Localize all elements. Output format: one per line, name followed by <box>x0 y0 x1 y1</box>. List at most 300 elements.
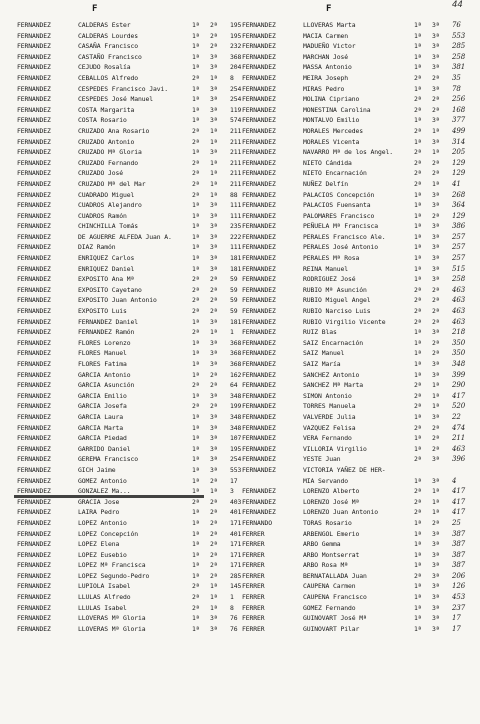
section-number: 2ª <box>432 423 440 432</box>
surname-2-given: VILLORIA Virgilio <box>303 444 367 453</box>
section-number: 3ª <box>210 455 218 464</box>
surname-2-given: LOPEZ Elena <box>78 540 120 549</box>
section-number: 2ª <box>432 211 440 220</box>
section-number: 2ª <box>432 317 440 326</box>
page-ref: 129 <box>452 158 466 167</box>
group-number: 1ª <box>192 487 200 496</box>
surname-1: FERNANDEZ <box>17 423 51 432</box>
page-ref: 401 <box>230 508 242 517</box>
surname-2-given: NAVARRO Mª de los Angel. <box>303 148 393 157</box>
surname-2-given: CHINCHILLA Tomás <box>78 222 138 231</box>
group-number: 2ª <box>414 296 422 305</box>
section-number: 3ª <box>210 63 218 72</box>
surname-2-given: CRUZADO José <box>78 169 123 178</box>
group-number: 1ª <box>414 360 422 368</box>
section-number: 2ª <box>210 296 218 305</box>
surname-1: FERNANDEZ <box>17 529 51 538</box>
page-ref: 257 <box>452 254 466 263</box>
group-number: 2ª <box>192 158 200 167</box>
page-ref: 181 <box>230 254 242 263</box>
surname-2-given: GOMEZ Antonio <box>78 476 127 485</box>
surname-2-given: GARCIA Asunción <box>78 381 135 390</box>
surname-2-given: RODRIGUEZ José <box>303 275 356 284</box>
page-ref: 76 <box>452 21 461 29</box>
section-number: 3ª <box>432 84 440 93</box>
surname-1: FERNANDEZ <box>242 116 276 125</box>
group-number: 2ª <box>414 508 422 517</box>
surname-2-given: CRUZADO Mª Gloria <box>78 148 142 157</box>
corner-mark: 44 <box>452 0 463 10</box>
surname-2-given: YESTE Juan <box>303 455 341 464</box>
surname-1: FERNANDEZ <box>17 21 51 29</box>
group-number: 1ª <box>414 434 422 443</box>
section-number: 3ª <box>432 455 440 464</box>
section-number: 3ª <box>210 465 218 474</box>
section-number: 3ª <box>210 412 218 421</box>
group-number: 1ª <box>414 412 422 421</box>
page-ref: 474 <box>452 423 466 432</box>
surname-2-given: PALACIOS Fuensanta <box>303 201 371 210</box>
page-ref: 4 <box>452 476 457 485</box>
section-number: 1ª <box>432 508 440 517</box>
section-number: 1ª <box>210 169 218 178</box>
surname-2-given: VALVERDE Julia <box>303 412 356 421</box>
section-number: 3ª <box>432 116 440 125</box>
surname-1: FERNANDEZ <box>17 95 51 104</box>
group-number: 1ª <box>192 571 200 580</box>
page-ref: 107 <box>230 434 242 443</box>
page-ref: 377 <box>452 116 466 125</box>
surname-1: FERNANDEZ <box>17 116 51 125</box>
group-number: 2ª <box>414 391 422 400</box>
page-ref: 350 <box>452 338 466 347</box>
surname-2-given: GARCIA Antonio <box>78 370 131 379</box>
surname-2-given: LLULAS Isabel <box>78 603 127 612</box>
surname-2-given: CRUZADO Mª del Mar <box>78 179 146 188</box>
group-number: 2ª <box>192 582 200 591</box>
group-number: 1ª <box>192 84 200 93</box>
surname-2-given: MADUEÑO Victor <box>303 42 356 51</box>
group-number: 1ª <box>414 232 422 241</box>
surname-2-given: MORALES Vicenta <box>303 137 360 146</box>
page-ref: 368 <box>230 360 242 368</box>
surname-1: FERNANDEZ <box>242 158 276 167</box>
section-number: 1ª <box>432 126 440 135</box>
surname-2-given: LUPIOLA Isabel <box>78 582 131 591</box>
surname-1: FERNANDEZ <box>242 201 276 210</box>
column-2-letter: F <box>326 4 332 14</box>
surname-2-given: NUÑEZ Delfín <box>303 179 348 188</box>
page-ref: 285 <box>230 571 242 580</box>
surname-2-given: MOLINA Cipriano <box>303 95 360 104</box>
surname-1: FERNANDEZ <box>242 84 276 93</box>
group-number: 1ª <box>192 211 200 220</box>
group-number: 1ª <box>414 444 422 453</box>
page-ref: 129 <box>452 211 466 220</box>
surname-2-given: GUINOVART José Mª <box>303 614 367 623</box>
page-ref: 401 <box>230 529 242 538</box>
page-ref: 254 <box>230 84 242 93</box>
page-ref: 22 <box>452 412 461 421</box>
section-number: 3ª <box>432 232 440 241</box>
page-ref: 499 <box>452 126 466 135</box>
group-number: 1ª <box>192 232 200 241</box>
surname-2-given: ARBENGOL Emerio <box>303 529 360 538</box>
page-ref: 257 <box>452 232 466 241</box>
page-ref: 211 <box>230 179 242 188</box>
section-number: 3ª <box>432 624 440 633</box>
surname-2-given: GARCIA Marta <box>78 423 123 432</box>
surname-2-given: VAZQUEZ Felisa <box>303 423 356 432</box>
surname-2-given: CRUZADO Fernando <box>78 158 138 167</box>
surname-1: FERNANDEZ <box>17 179 51 188</box>
section-number: 3ª <box>432 582 440 591</box>
page-ref: 417 <box>452 391 466 400</box>
section-number: 3ª <box>432 593 440 602</box>
page-ref: 348 <box>230 412 242 421</box>
section-number: 3ª <box>432 275 440 284</box>
surname-1: FERRER <box>242 540 265 549</box>
surname-1: FERNANDEZ <box>242 487 276 496</box>
group-number: 1ª <box>414 264 422 273</box>
surname-2-given: CESPEDES José Manuel <box>78 95 153 104</box>
section-number: 3ª <box>210 243 218 252</box>
section-number: 3ª <box>432 370 440 379</box>
group-number: 1ª <box>192 95 200 104</box>
section-number: 3ª <box>210 201 218 210</box>
group-number: 1ª <box>414 550 422 559</box>
surname-1: FERNANDEZ <box>17 84 51 93</box>
section-number: 2ª <box>210 497 218 506</box>
section-number: 3ª <box>432 561 440 570</box>
section-number: 3ª <box>432 254 440 263</box>
page-ref: 515 <box>452 264 466 273</box>
surname-1: FERNANDEZ <box>17 487 51 496</box>
section-number: 3ª <box>432 31 440 40</box>
surname-1: FERNANDEZ <box>17 243 51 252</box>
surname-1: FERNANDEZ <box>17 285 51 294</box>
group-number: 1ª <box>414 52 422 61</box>
group-number: 1ª <box>192 63 200 72</box>
surname-1: FERNANDEZ <box>17 402 51 411</box>
page-ref: 41 <box>452 179 461 188</box>
group-number: 1ª <box>192 476 200 485</box>
group-number: 2ª <box>414 497 422 506</box>
page-ref: 258 <box>452 275 466 284</box>
surname-2-given: MASSA Antonio <box>303 63 352 72</box>
section-number: 2ª <box>432 338 440 347</box>
section-number: 2ª <box>432 444 440 453</box>
group-number: 1ª <box>192 243 200 252</box>
surname-2-given: LLOVERAS Mª Gloria <box>78 614 146 623</box>
page-ref: 463 <box>452 444 466 453</box>
surname-2-given: CUADRADO Miguel <box>78 190 135 199</box>
surname-2-given: SAIZ Manuel <box>303 349 345 358</box>
surname-2-given: EXPOSITO Juan Antonio <box>78 296 157 305</box>
group-number: 2ª <box>414 455 422 464</box>
section-number: 1ª <box>432 391 440 400</box>
surname-2-given: GARRIDO Daniel <box>78 444 131 453</box>
group-number: 2ª <box>192 275 200 284</box>
surname-2-given: MIRAS Pedro <box>303 84 345 93</box>
surname-1: FERNANDEZ <box>242 307 276 316</box>
section-number: 1ª <box>210 487 218 496</box>
section-number: 3ª <box>210 211 218 220</box>
group-number: 1ª <box>192 360 200 368</box>
surname-2-given: MIA Servando <box>303 476 348 485</box>
surname-2-given: ENRIQUEZ Daniel <box>78 264 135 273</box>
page-ref: 463 <box>452 317 466 326</box>
page-ref: 59 <box>230 296 238 305</box>
group-number: 1ª <box>192 338 200 347</box>
group-number: 2ª <box>192 307 200 316</box>
surname-1: FERNANDEZ <box>17 73 51 82</box>
group-number: 2ª <box>414 285 422 294</box>
section-number: 1ª <box>210 73 218 82</box>
page-ref: 211 <box>230 169 242 178</box>
surname-2-given: CALDERAS Ester <box>78 21 131 29</box>
section-number: 2ª <box>432 349 440 358</box>
group-number: 2ª <box>414 402 422 411</box>
group-number: 1ª <box>414 593 422 602</box>
group-number: 2ª <box>414 381 422 390</box>
surname-1: FERNANDEZ <box>242 169 276 178</box>
surname-1: FERNANDEZ <box>242 349 276 358</box>
section-number: 2ª <box>432 95 440 104</box>
section-number: 3ª <box>210 624 218 633</box>
section-number: 3ª <box>432 614 440 623</box>
page-ref: 368 <box>230 349 242 358</box>
group-number: 1ª <box>192 423 200 432</box>
surname-2-given: CUADROS Ramón <box>78 211 127 220</box>
section-number: 1ª <box>210 603 218 612</box>
surname-2-given: GRACIA Jose <box>78 497 120 506</box>
section-number: 2ª <box>210 381 218 390</box>
section-number: 3ª <box>210 391 218 400</box>
surname-2-given: COSTA Rosario <box>78 116 127 125</box>
surname-2-given: FLORES Manuel <box>78 349 127 358</box>
page-ref: 285 <box>452 42 466 51</box>
surname-1: FERNANDEZ <box>17 614 51 623</box>
group-number: 2ª <box>192 402 200 411</box>
surname-1: FERNANDEZ <box>17 31 51 40</box>
surname-2-given: LORENZO José Mª <box>303 497 360 506</box>
section-number: 3ª <box>210 264 218 273</box>
group-number: 1ª <box>414 275 422 284</box>
surname-1: FERNANDEZ <box>17 211 51 220</box>
group-number: 1ª <box>414 614 422 623</box>
group-number: 2ª <box>414 571 422 580</box>
surname-1: FERNANDEZ <box>17 317 51 326</box>
section-number: 2ª <box>210 275 218 284</box>
section-number: 3ª <box>210 148 218 157</box>
surname-2-given: RUBIO Miguel Angel <box>303 296 371 305</box>
page-ref: 368 <box>230 338 242 347</box>
group-number: 1ª <box>414 529 422 538</box>
surname-1: FERNANDEZ <box>242 328 276 337</box>
page-ref: 205 <box>452 148 466 157</box>
section-number: 2ª <box>432 158 440 167</box>
page-ref: 387 <box>452 529 466 538</box>
section-number: 2ª <box>210 540 218 549</box>
surname-1: FERNANDEZ <box>242 434 276 443</box>
page-ref: 268 <box>452 190 466 199</box>
section-number: 3ª <box>210 222 218 231</box>
surname-2-given: LOPEZ Antonio <box>78 518 127 527</box>
group-number: 2ª <box>414 95 422 104</box>
surname-1: FERNANDEZ <box>17 603 51 612</box>
surname-1: FERNANDEZ <box>17 624 51 633</box>
surname-1: FERNANDEZ <box>17 476 51 485</box>
surname-2-given: SAIZ Encarnación <box>303 338 363 347</box>
surname-2-given: LAIRA Pedro <box>78 508 120 517</box>
surname-2-given: GEREMA Francisco <box>78 455 138 464</box>
group-number: 1ª <box>414 370 422 379</box>
section-number: 2ª <box>210 31 218 40</box>
page-ref: 181 <box>230 317 242 326</box>
group-number: 2ª <box>192 593 200 602</box>
surname-1: FERNANDEZ <box>17 455 51 464</box>
page-ref: 387 <box>452 540 466 549</box>
section-number: 3ª <box>210 338 218 347</box>
section-number: 1ª <box>432 381 440 390</box>
surname-2-given: PALACIOS Concepción <box>303 190 375 199</box>
surname-2-given: CALDERAS Lourdes <box>78 31 138 40</box>
surname-2-given: LOPEZ Concepción <box>78 529 138 538</box>
page-ref: 463 <box>452 285 466 294</box>
page-ref: 218 <box>452 328 466 337</box>
page-ref: 181 <box>230 264 242 273</box>
page-ref: 222 <box>230 232 242 241</box>
section-number: 3ª <box>210 254 218 263</box>
section-number: 2ª <box>432 296 440 305</box>
surname-1: FERNANDEZ <box>17 434 51 443</box>
surname-1: FERNANDEZ <box>242 254 276 263</box>
page-ref: 387 <box>452 550 466 559</box>
surname-2-given: PERALES Mª Rosa <box>303 254 360 263</box>
section-number: 1ª <box>432 497 440 506</box>
surname-1: FERNANDEZ <box>242 264 276 273</box>
surname-1: FERNANDEZ <box>242 381 276 390</box>
page-ref: 199 <box>230 402 242 411</box>
page-ref: 235 <box>230 222 242 231</box>
surname-1: FERNANDEZ <box>242 497 276 506</box>
surname-1: FERNANDEZ <box>242 148 276 157</box>
surname-2-given: COSTA Margarita <box>78 105 135 114</box>
surname-1: FERRER <box>242 582 265 591</box>
surname-2-given: CEBALLOS Alfredo <box>78 73 138 82</box>
group-number: 1ª <box>414 254 422 263</box>
section-number: 3ª <box>432 243 440 252</box>
surname-1: FERNANDEZ <box>17 201 51 210</box>
surname-2-given: GARCIA Josefa <box>78 402 127 411</box>
section-number: 3ª <box>210 52 218 61</box>
surname-2-given: PERALES Francisco Ale. <box>303 232 386 241</box>
group-number: 1ª <box>414 338 422 347</box>
surname-1: FERNANDEZ <box>17 328 51 337</box>
page-ref: 574 <box>230 116 242 125</box>
surname-1: FERNANDEZ <box>17 497 51 506</box>
surname-2-given: RUIZ Blas <box>303 328 337 337</box>
page-ref: 168 <box>452 105 466 114</box>
page-ref: 195 <box>230 31 242 40</box>
surname-1: FERNANDEZ <box>242 105 276 114</box>
surname-1: FERNANDEZ <box>242 222 276 231</box>
group-number: 1ª <box>414 349 422 358</box>
group-number: 1ª <box>192 201 200 210</box>
page-ref: 171 <box>230 550 242 559</box>
surname-2-given: SIMON Antonio <box>303 391 352 400</box>
page-ref: 111 <box>230 243 242 252</box>
surname-2-given: PALOMARES Francisco <box>303 211 375 220</box>
group-number: 1ª <box>414 211 422 220</box>
group-number: 1ª <box>414 201 422 210</box>
section-number: 2ª <box>210 42 218 51</box>
surname-1: FERNANDEZ <box>17 561 51 570</box>
section-number: 3ª <box>432 412 440 421</box>
surname-1: FERRER <box>242 529 265 538</box>
section-number: 3ª <box>432 264 440 273</box>
surname-1: FERNANDEZ <box>242 52 276 61</box>
section-number: 3ª <box>432 137 440 146</box>
surname-1: FERNANDEZ <box>17 264 51 273</box>
section-number: 3ª <box>210 95 218 104</box>
surname-2-given: ARBO Gemma <box>303 540 341 549</box>
section-number: 2ª <box>432 285 440 294</box>
surname-2-given: CASAÑA Francisco <box>78 42 138 51</box>
surname-1: FERNANDEZ <box>242 63 276 72</box>
group-number: 1ª <box>192 31 200 40</box>
surname-2-given: NIETO Cándida <box>303 158 352 167</box>
surname-1: FERNANDEZ <box>17 518 51 527</box>
section-number: 1ª <box>210 158 218 167</box>
section-number: 3ª <box>432 540 440 549</box>
page-ref: 8 <box>230 73 234 82</box>
surname-1: FERNANDEZ <box>242 211 276 220</box>
page-ref: 129 <box>452 169 466 178</box>
section-number: 3ª <box>210 105 218 114</box>
section-number: 2ª <box>210 476 218 485</box>
group-number: 1ª <box>414 31 422 40</box>
section-number: 3ª <box>210 84 218 93</box>
page-ref: 387 <box>452 561 466 570</box>
surname-2-given: LOPEZ Mª Francisca <box>78 561 146 570</box>
section-number: 3ª <box>432 328 440 337</box>
surname-1: FERRER <box>242 550 265 559</box>
surname-1: FERNANDEZ <box>17 550 51 559</box>
page-ref: 78 <box>452 84 461 93</box>
surname-2-given: TORAS Rosario <box>303 518 352 527</box>
group-number: 1ª <box>192 148 200 157</box>
page-ref: 368 <box>230 52 242 61</box>
page-ref: 59 <box>230 285 238 294</box>
section-number: 3ª <box>210 360 218 368</box>
page-ref: 17 <box>452 614 461 623</box>
section-number: 3ª <box>210 317 218 326</box>
surname-2-given: GARCIA Laura <box>78 412 123 421</box>
group-number: 1ª <box>192 349 200 358</box>
page-ref: 381 <box>452 63 466 72</box>
surname-2-given: FLORES Lorenzo <box>78 338 131 347</box>
surname-1: FERNANDEZ <box>17 105 51 114</box>
group-number: 1ª <box>192 540 200 549</box>
group-number: 1ª <box>192 444 200 453</box>
surname-1: FERNANDEZ <box>242 21 276 29</box>
section-number: 1ª <box>210 582 218 591</box>
section-number: 3ª <box>210 232 218 241</box>
section-number: 2ª <box>210 508 218 517</box>
page-ref: 206 <box>452 571 466 580</box>
